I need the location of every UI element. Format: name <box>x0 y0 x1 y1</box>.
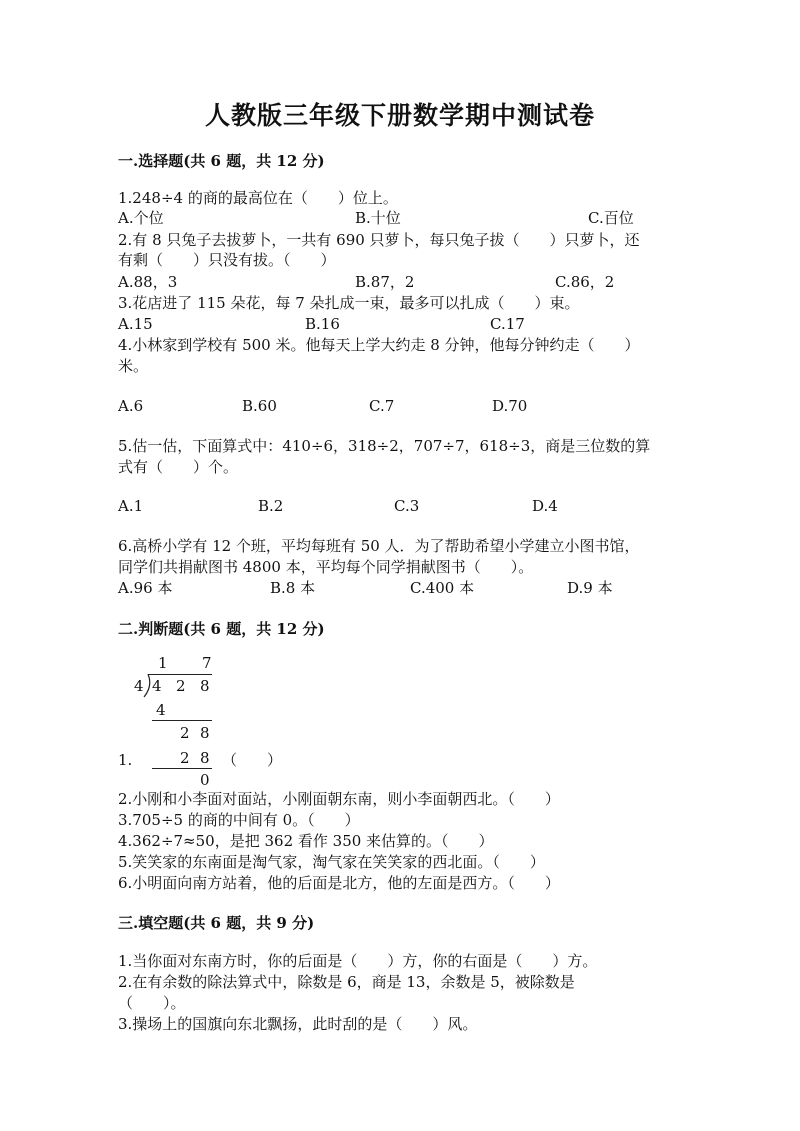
choice-q6-line2: 同学们共捐献图书 4800 本，平均每个同学捐献图书（ ）。 <box>118 558 534 576</box>
choice-q1-text: 1.248÷4 的商的最高位在（ ）位上。 <box>118 189 398 207</box>
section-judge-heading: 二.判断题(共 6 题，共 12 分) <box>118 620 325 638</box>
choice-q4-option-c: C.7 <box>369 397 395 415</box>
dividend-digit: 4 <box>152 677 162 695</box>
choice-q6-option-b: B.8 本 <box>270 579 316 597</box>
choice-q2-option-b: B.87，2 <box>355 273 415 291</box>
division-step-digit: 8 <box>200 724 210 742</box>
choice-q5-option-c: C.3 <box>394 497 420 515</box>
choice-q1-option-c: C.百位 <box>588 209 634 227</box>
dividend-digit: 8 <box>200 677 210 695</box>
division-bar <box>148 674 212 675</box>
choice-q3-option-a: A.15 <box>118 315 153 333</box>
choice-q2-line1: 2.有 8 只兔子去拔萝卜，一共有 690 只萝卜，每只兔子拔（ ）只萝卜，还 <box>118 231 640 249</box>
judge-q2-text: 2.小刚和小李面对面站，小刚面朝东南，则小李面朝西北。（ ） <box>118 790 560 808</box>
division-step-digit: 8 <box>200 749 210 767</box>
choice-q3-text: 3.花店进了 115 朵花，每 7 朵扎成一束，最多可以扎成（ ）束。 <box>118 294 580 312</box>
judge-q1-answer-paren: （ ） <box>222 751 283 769</box>
choice-q1-option-b: B.十位 <box>355 209 401 227</box>
choice-q4-option-a: A.6 <box>118 397 144 415</box>
choice-q6-option-a: A.96 本 <box>118 579 173 597</box>
division-remainder: 0 <box>200 771 210 789</box>
choice-q5-line2: 式有（ ）个。 <box>118 458 239 476</box>
judge-q1-label: 1. <box>118 751 133 769</box>
judge-q6-text: 6.小明面向南方站着，他的后面是北方，他的左面是西方。（ ） <box>118 874 560 892</box>
section-choice-heading: 一.选择题(共 6 题，共 12 分) <box>118 152 325 170</box>
quotient-digit: 7 <box>202 654 212 672</box>
fill-q2-line1: 2.在有余数的除法算式中，除数是 6，商是 13，余数是 5，被除数是 <box>118 973 575 991</box>
division-step-line <box>152 720 212 721</box>
choice-q6-option-d: D.9 本 <box>567 579 613 597</box>
choice-q2-option-a: A.88，3 <box>118 273 178 291</box>
divisor-digit: 4 <box>134 677 144 695</box>
judge-q3-text: 3.705÷5 的商的中间有 0。（ ） <box>118 811 360 829</box>
choice-q3-option-b: B.16 <box>305 315 340 333</box>
judge-q4-text: 4.362÷7≈50，是把 362 看作 350 来估算的。（ ） <box>118 832 494 850</box>
division-step-line <box>152 768 212 769</box>
judge-q5-text: 5.笑笑家的东南面是淘气家，淘气家在笑笑家的西北面。（ ） <box>118 853 545 871</box>
division-step-digit: 4 <box>156 701 166 719</box>
choice-q5-option-a: A.1 <box>118 497 144 515</box>
section-fill-heading: 三.填空题(共 6 题，共 9 分) <box>118 914 315 932</box>
fill-q3-text: 3.操场上的国旗向东北飘扬，此时刮的是（ ）风。 <box>118 1015 478 1033</box>
division-step-digit: 2 <box>180 724 190 742</box>
choice-q5-line1: 5.估一估，下面算式中：410÷6，318÷2，707÷7，618÷3，商是三位数的算 <box>118 437 651 455</box>
choice-q5-option-d: D.4 <box>532 497 558 515</box>
choice-q2-option-c: C.86，2 <box>555 273 615 291</box>
fill-q1-text: 1.当你面对东南方时，你的后面是（ ）方，你的右面是（ ）方。 <box>118 952 598 970</box>
choice-q4-option-b: B.60 <box>242 397 277 415</box>
dividend-digit: 2 <box>176 677 186 695</box>
choice-q6-option-c: C.400 本 <box>410 579 475 597</box>
choice-q2-line2: 有剩（ ）只没有拔。（ ） <box>118 251 336 269</box>
page-title: 人教版三年级下册数学期中测试卷 <box>204 101 595 130</box>
choice-q6-line1: 6.高桥小学有 12 个班，平均每班有 50 人．为了帮助希望小学建立小图书馆， <box>118 537 640 555</box>
choice-q4-line2: 米。 <box>118 357 149 375</box>
choice-q4-option-d: D.70 <box>492 397 528 415</box>
quotient-digit: 1 <box>158 654 168 672</box>
division-step-digit: 2 <box>180 749 190 767</box>
choice-q4-line1: 4.小林家到学校有 500 米。他每天上学大约走 8 分钟，他每分钟约走（ ） <box>118 336 640 354</box>
fill-q2-line2: （ ）。 <box>118 994 186 1012</box>
choice-q5-option-b: B.2 <box>258 497 284 515</box>
choice-q3-option-c: C.17 <box>490 315 525 333</box>
choice-q1-option-a: A.个位 <box>118 209 164 227</box>
